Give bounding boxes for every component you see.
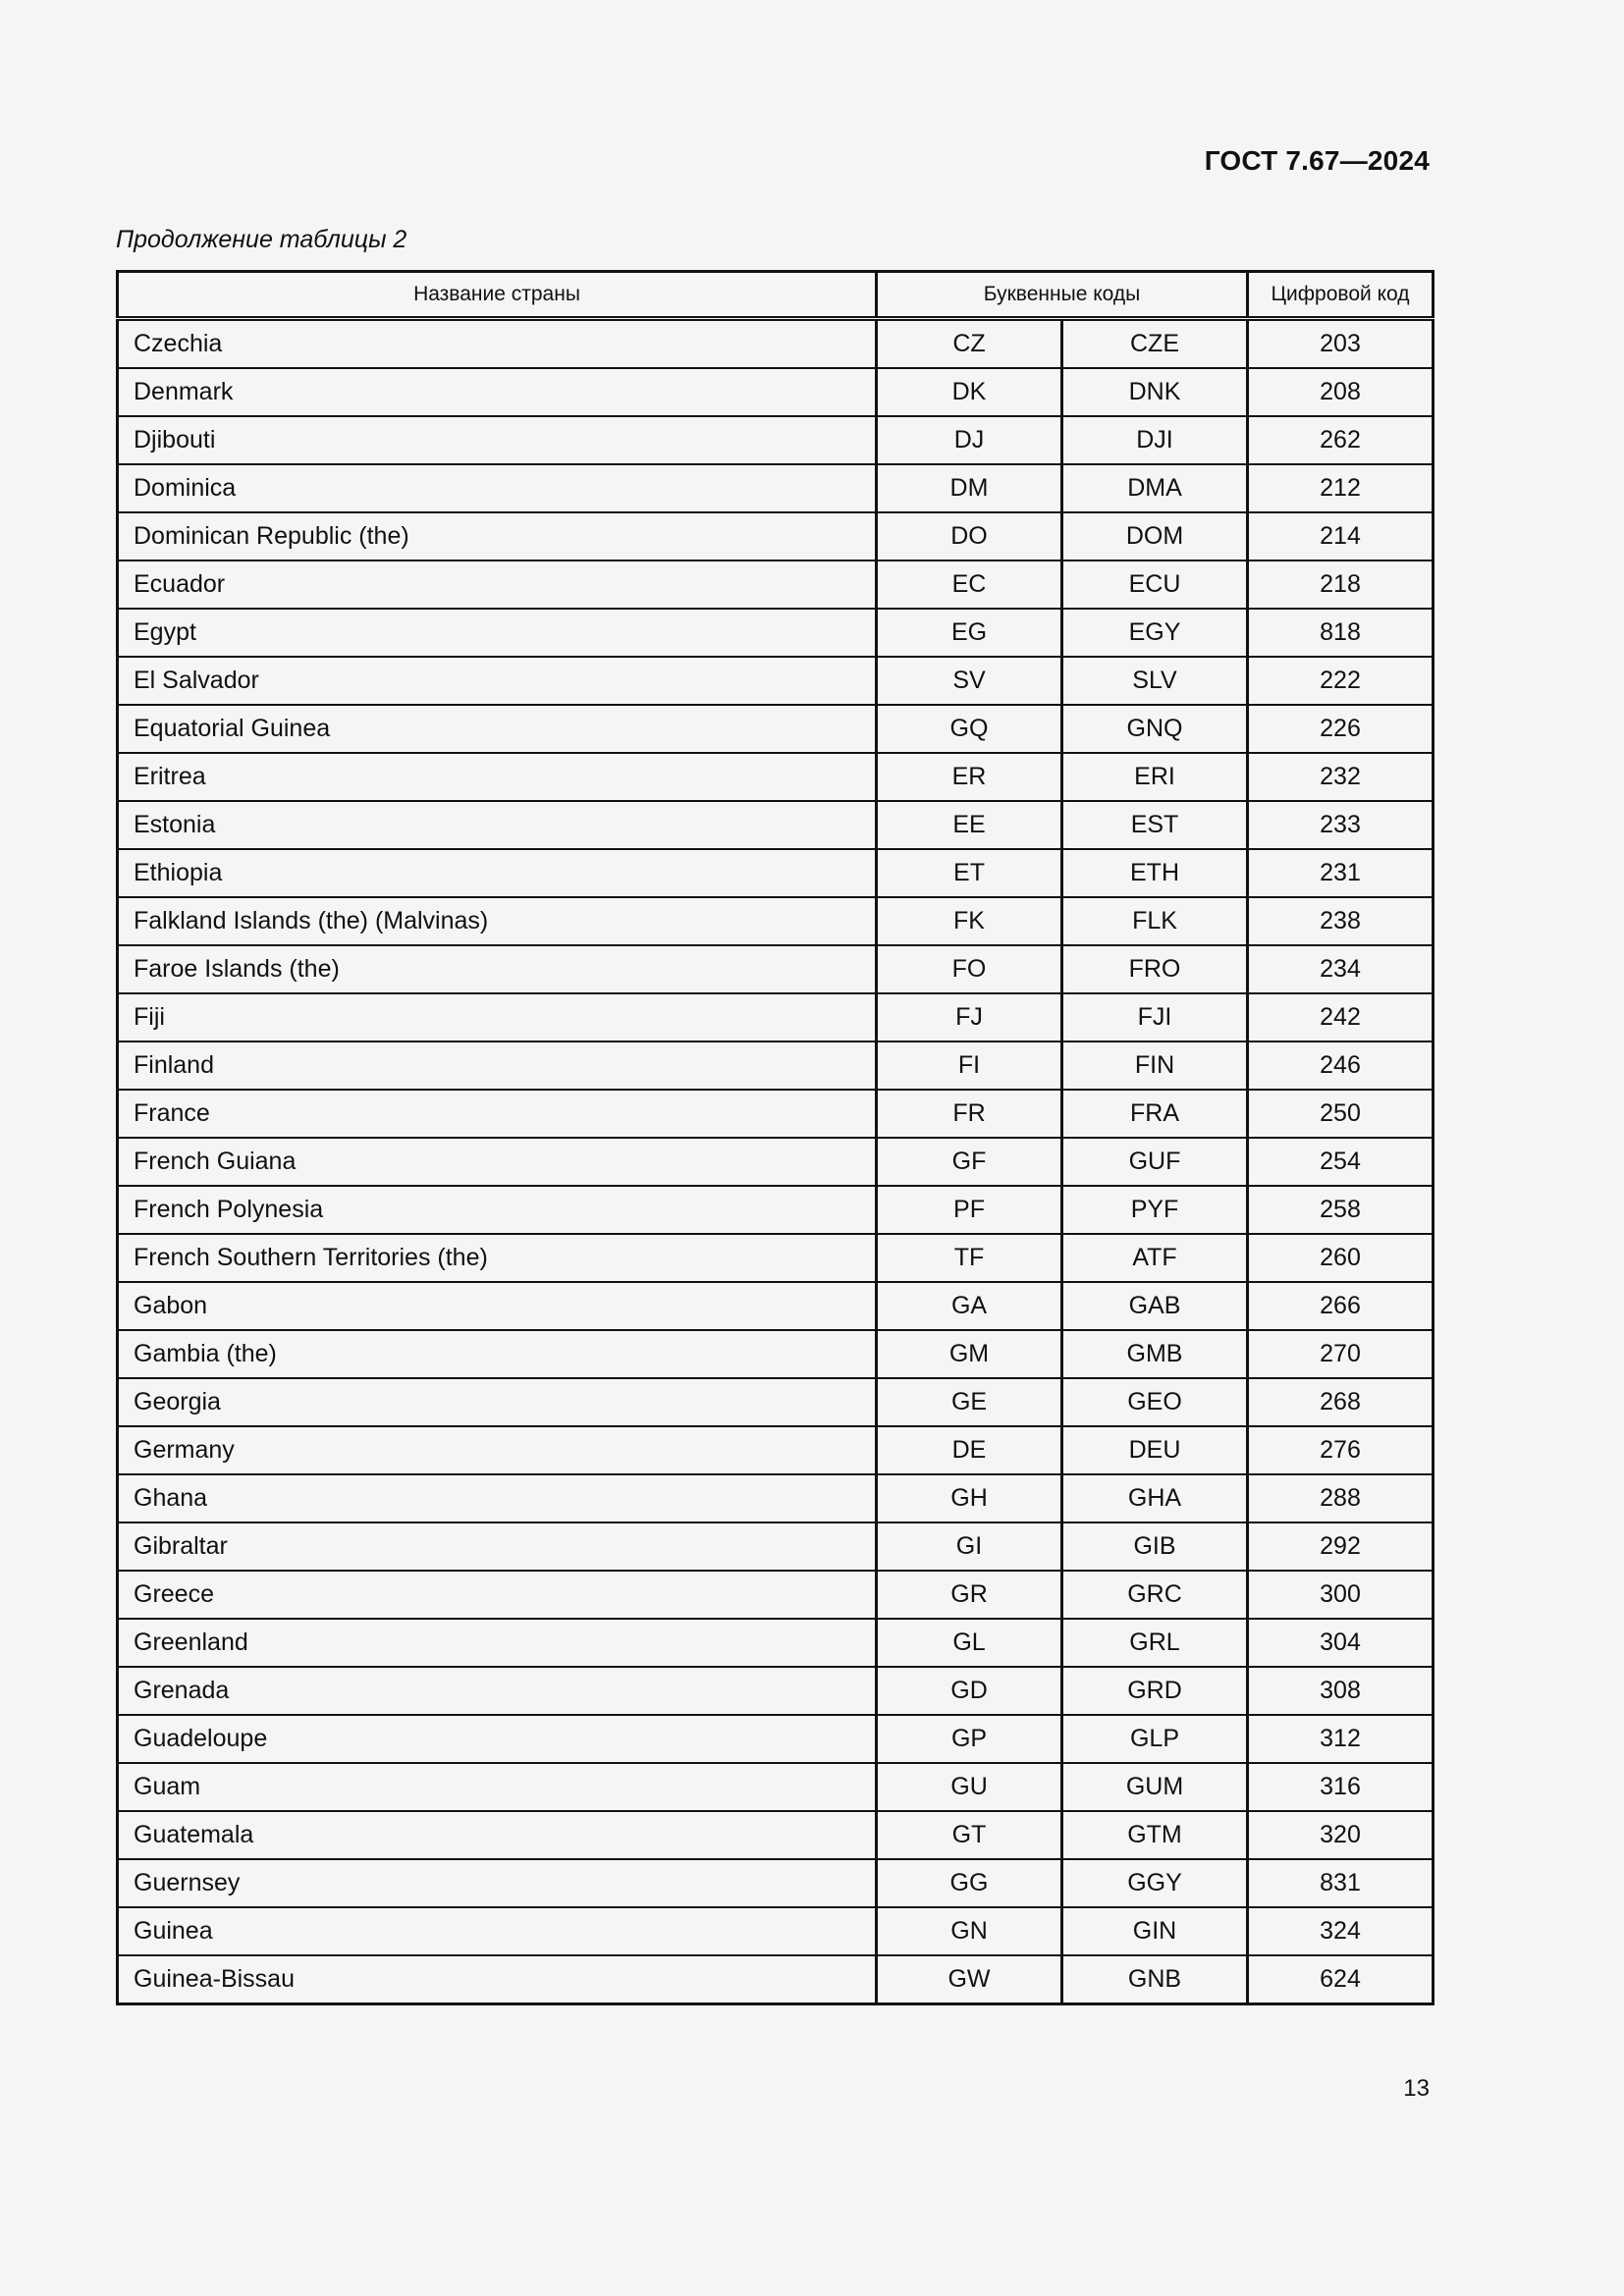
alpha-2-code-cell: FI: [877, 1041, 1062, 1090]
numeric-code-cell: 222: [1248, 657, 1434, 705]
alpha-2-code-cell: EE: [877, 801, 1062, 849]
table-row: [118, 1426, 1434, 1474]
table-row: [118, 1041, 1434, 1090]
table-row: [118, 1378, 1434, 1426]
alpha-2-code-cell: GP: [877, 1715, 1062, 1763]
table-row: [118, 1330, 1434, 1378]
numeric-code-cell: 242: [1248, 993, 1434, 1041]
country-name-cell: French Guiana: [118, 1138, 877, 1186]
alpha-2-code-cell: EG: [877, 609, 1062, 657]
numeric-code-cell: 262: [1248, 416, 1434, 464]
country-name-cell: Guam: [118, 1763, 877, 1811]
alpha-3-code-cell: DMA: [1062, 464, 1248, 512]
alpha-2-code-cell: DM: [877, 464, 1062, 512]
country-name-cell: French Southern Territories (the): [118, 1234, 877, 1282]
alpha-2-code-cell: GR: [877, 1571, 1062, 1619]
alpha-2-code-cell: GT: [877, 1811, 1062, 1859]
country-name-cell: Falkland Islands (the) (Malvinas): [118, 897, 877, 945]
alpha-3-code-cell: CZE: [1062, 319, 1248, 369]
document-standard-header: ГОСТ 7.67—2024: [1204, 145, 1430, 176]
numeric-code-cell: 246: [1248, 1041, 1434, 1090]
alpha-3-code-cell: GLP: [1062, 1715, 1248, 1763]
country-name-cell: Greenland: [118, 1619, 877, 1667]
numeric-code-cell: 214: [1248, 512, 1434, 561]
country-name-cell: Estonia: [118, 801, 877, 849]
table-row: [118, 897, 1434, 945]
alpha-2-code-cell: ER: [877, 753, 1062, 801]
numeric-code-cell: 316: [1248, 1763, 1434, 1811]
alpha-3-code-cell: ERI: [1062, 753, 1248, 801]
header-letter-codes: Буквенные коды: [877, 272, 1248, 319]
numeric-code-cell: 218: [1248, 561, 1434, 609]
country-name-cell: Guatemala: [118, 1811, 877, 1859]
alpha-3-code-cell: GMB: [1062, 1330, 1248, 1378]
alpha-3-code-cell: ATF: [1062, 1234, 1248, 1282]
alpha-3-code-cell: ECU: [1062, 561, 1248, 609]
alpha-2-code-cell: FJ: [877, 993, 1062, 1041]
table-row: [118, 416, 1434, 464]
table-row: [118, 609, 1434, 657]
alpha-2-code-cell: GL: [877, 1619, 1062, 1667]
country-name-cell: French Polynesia: [118, 1186, 877, 1234]
numeric-code-cell: 226: [1248, 705, 1434, 753]
alpha-2-code-cell: GE: [877, 1378, 1062, 1426]
table-row: [118, 801, 1434, 849]
table-row: [118, 1859, 1434, 1907]
alpha-2-code-cell: FK: [877, 897, 1062, 945]
alpha-3-code-cell: GRD: [1062, 1667, 1248, 1715]
alpha-2-code-cell: EC: [877, 561, 1062, 609]
table-row: [118, 1907, 1434, 1955]
numeric-code-cell: 320: [1248, 1811, 1434, 1859]
alpha-3-code-cell: GNB: [1062, 1955, 1248, 2004]
table-row: [118, 1474, 1434, 1522]
country-name-cell: Fiji: [118, 993, 877, 1041]
country-codes-table: [116, 270, 1435, 2005]
numeric-code-cell: 308: [1248, 1667, 1434, 1715]
alpha-2-code-cell: GF: [877, 1138, 1062, 1186]
table-row: [118, 1282, 1434, 1330]
table-row: [118, 1715, 1434, 1763]
numeric-code-cell: 260: [1248, 1234, 1434, 1282]
numeric-code-cell: 208: [1248, 368, 1434, 416]
numeric-code-cell: 231: [1248, 849, 1434, 897]
country-name-cell: Greece: [118, 1571, 877, 1619]
numeric-code-cell: 624: [1248, 1955, 1434, 2004]
alpha-3-code-cell: ETH: [1062, 849, 1248, 897]
numeric-code-cell: 312: [1248, 1715, 1434, 1763]
alpha-2-code-cell: GA: [877, 1282, 1062, 1330]
alpha-2-code-cell: GG: [877, 1859, 1062, 1907]
numeric-code-cell: 232: [1248, 753, 1434, 801]
numeric-code-cell: 276: [1248, 1426, 1434, 1474]
country-name-cell: Finland: [118, 1041, 877, 1090]
numeric-code-cell: 268: [1248, 1378, 1434, 1426]
table-row: [118, 464, 1434, 512]
country-name-cell: Gabon: [118, 1282, 877, 1330]
alpha-3-code-cell: GEO: [1062, 1378, 1248, 1426]
table-row: [118, 945, 1434, 993]
numeric-code-cell: 300: [1248, 1571, 1434, 1619]
table-row: [118, 1186, 1434, 1234]
country-name-cell: Denmark: [118, 368, 877, 416]
header-country-name: Название страны: [118, 272, 877, 319]
table-row: [118, 1619, 1434, 1667]
alpha-2-code-cell: GQ: [877, 705, 1062, 753]
numeric-code-cell: 238: [1248, 897, 1434, 945]
table-row: [118, 993, 1434, 1041]
numeric-code-cell: 324: [1248, 1907, 1434, 1955]
alpha-2-code-cell: FR: [877, 1090, 1062, 1138]
country-name-cell: El Salvador: [118, 657, 877, 705]
country-name-cell: Djibouti: [118, 416, 877, 464]
table-row: [118, 1811, 1434, 1859]
alpha-3-code-cell: DNK: [1062, 368, 1248, 416]
alpha-2-code-cell: GD: [877, 1667, 1062, 1715]
alpha-2-code-cell: GH: [877, 1474, 1062, 1522]
table-row: [118, 1138, 1434, 1186]
table-row: [118, 849, 1434, 897]
country-name-cell: Egypt: [118, 609, 877, 657]
alpha-3-code-cell: GNQ: [1062, 705, 1248, 753]
alpha-2-code-cell: DK: [877, 368, 1062, 416]
table-row: [118, 1522, 1434, 1571]
numeric-code-cell: 831: [1248, 1859, 1434, 1907]
numeric-code-cell: 304: [1248, 1619, 1434, 1667]
alpha-3-code-cell: GAB: [1062, 1282, 1248, 1330]
alpha-2-code-cell: GM: [877, 1330, 1062, 1378]
numeric-code-cell: 288: [1248, 1474, 1434, 1522]
alpha-3-code-cell: DOM: [1062, 512, 1248, 561]
country-name-cell: Guernsey: [118, 1859, 877, 1907]
table-row: [118, 1955, 1434, 2004]
table-row: [118, 1667, 1434, 1715]
table-row: [118, 1234, 1434, 1282]
country-name-cell: Guinea-Bissau: [118, 1955, 877, 2004]
alpha-2-code-cell: DE: [877, 1426, 1062, 1474]
numeric-code-cell: 203: [1248, 319, 1434, 369]
numeric-code-cell: 266: [1248, 1282, 1434, 1330]
country-name-cell: Georgia: [118, 1378, 877, 1426]
alpha-2-code-cell: SV: [877, 657, 1062, 705]
country-name-cell: Eritrea: [118, 753, 877, 801]
alpha-3-code-cell: FLK: [1062, 897, 1248, 945]
numeric-code-cell: 254: [1248, 1138, 1434, 1186]
table-row: [118, 705, 1434, 753]
alpha-3-code-cell: FJI: [1062, 993, 1248, 1041]
alpha-3-code-cell: PYF: [1062, 1186, 1248, 1234]
table-row: [118, 561, 1434, 609]
country-name-cell: Faroe Islands (the): [118, 945, 877, 993]
table-row: [118, 1571, 1434, 1619]
country-name-cell: Gibraltar: [118, 1522, 877, 1571]
table-header: [118, 272, 1434, 319]
alpha-3-code-cell: GHA: [1062, 1474, 1248, 1522]
alpha-2-code-cell: CZ: [877, 319, 1062, 369]
alpha-3-code-cell: DEU: [1062, 1426, 1248, 1474]
numeric-code-cell: 250: [1248, 1090, 1434, 1138]
table-row: [118, 368, 1434, 416]
alpha-3-code-cell: GRL: [1062, 1619, 1248, 1667]
table-body: [118, 319, 1434, 2004]
country-name-cell: Grenada: [118, 1667, 877, 1715]
country-name-cell: Equatorial Guinea: [118, 705, 877, 753]
alpha-3-code-cell: FRA: [1062, 1090, 1248, 1138]
alpha-3-code-cell: DJI: [1062, 416, 1248, 464]
table-continuation-label: Продолжение таблицы 2: [116, 226, 407, 253]
alpha-3-code-cell: GUF: [1062, 1138, 1248, 1186]
alpha-3-code-cell: EST: [1062, 801, 1248, 849]
country-name-cell: Dominica: [118, 464, 877, 512]
alpha-3-code-cell: GRC: [1062, 1571, 1248, 1619]
country-name-cell: Dominican Republic (the): [118, 512, 877, 561]
country-name-cell: Germany: [118, 1426, 877, 1474]
header-numeric-code: Цифровой код: [1248, 272, 1434, 319]
numeric-code-cell: 234: [1248, 945, 1434, 993]
alpha-3-code-cell: FIN: [1062, 1041, 1248, 1090]
table-row: [118, 1090, 1434, 1138]
country-name-cell: Czechia: [118, 319, 877, 369]
page-number: 13: [1403, 2075, 1430, 2102]
alpha-2-code-cell: FO: [877, 945, 1062, 993]
table-header-row: [118, 272, 1434, 319]
alpha-2-code-cell: DO: [877, 512, 1062, 561]
table-row: [118, 753, 1434, 801]
country-name-cell: France: [118, 1090, 877, 1138]
table-row: [118, 657, 1434, 705]
alpha-3-code-cell: EGY: [1062, 609, 1248, 657]
alpha-2-code-cell: PF: [877, 1186, 1062, 1234]
alpha-2-code-cell: GN: [877, 1907, 1062, 1955]
alpha-2-code-cell: ET: [877, 849, 1062, 897]
alpha-2-code-cell: GW: [877, 1955, 1062, 2004]
numeric-code-cell: 270: [1248, 1330, 1434, 1378]
alpha-3-code-cell: GGY: [1062, 1859, 1248, 1907]
numeric-code-cell: 258: [1248, 1186, 1434, 1234]
table-row: [118, 1763, 1434, 1811]
country-name-cell: Guadeloupe: [118, 1715, 877, 1763]
country-name-cell: Ecuador: [118, 561, 877, 609]
country-name-cell: Gambia (the): [118, 1330, 877, 1378]
alpha-2-code-cell: DJ: [877, 416, 1062, 464]
country-name-cell: Guinea: [118, 1907, 877, 1955]
table-row: [118, 319, 1434, 369]
numeric-code-cell: 233: [1248, 801, 1434, 849]
numeric-code-cell: 818: [1248, 609, 1434, 657]
alpha-2-code-cell: GI: [877, 1522, 1062, 1571]
country-name-cell: Ethiopia: [118, 849, 877, 897]
alpha-3-code-cell: SLV: [1062, 657, 1248, 705]
numeric-code-cell: 212: [1248, 464, 1434, 512]
alpha-2-code-cell: GU: [877, 1763, 1062, 1811]
table-row: [118, 512, 1434, 561]
alpha-3-code-cell: GIN: [1062, 1907, 1248, 1955]
alpha-3-code-cell: GUM: [1062, 1763, 1248, 1811]
alpha-2-code-cell: TF: [877, 1234, 1062, 1282]
alpha-3-code-cell: GTM: [1062, 1811, 1248, 1859]
alpha-3-code-cell: FRO: [1062, 945, 1248, 993]
country-name-cell: Ghana: [118, 1474, 877, 1522]
alpha-3-code-cell: GIB: [1062, 1522, 1248, 1571]
numeric-code-cell: 292: [1248, 1522, 1434, 1571]
